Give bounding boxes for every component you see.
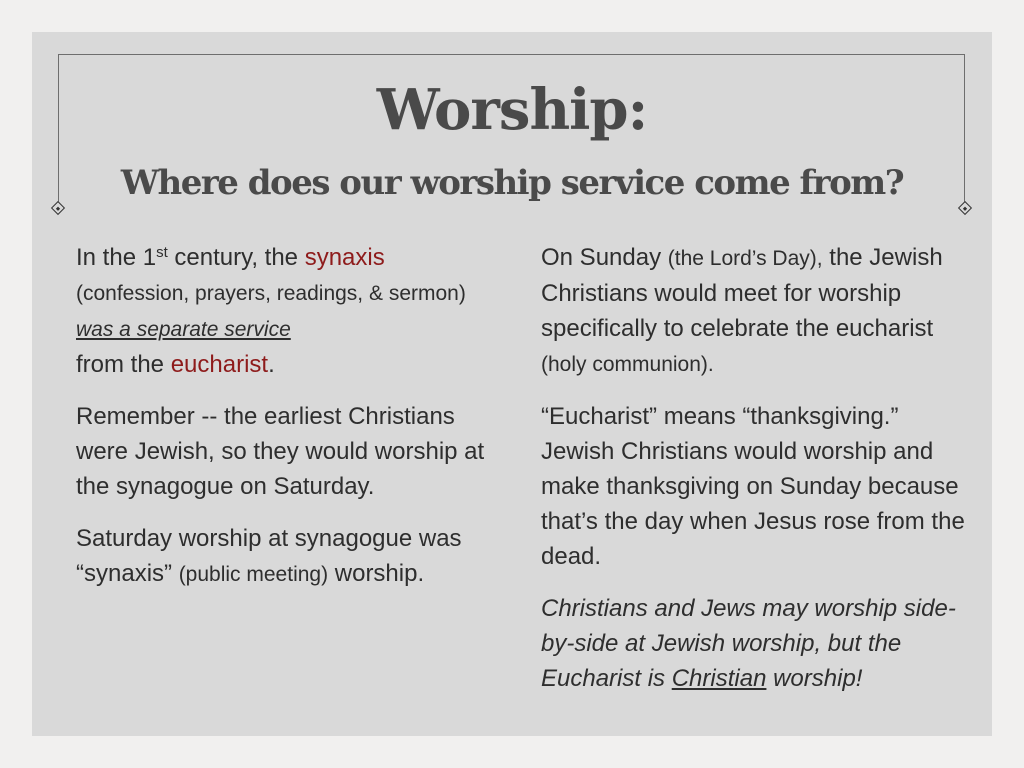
separate-service-emphasis: was a separate service: [76, 318, 291, 341]
right-paragraph-3: Christians and Jews may worship side-by-side at Jewish worship, but the Eucharist is Christian worship!: [541, 595, 956, 692]
right-paragraph-2: “Eucharist” means “thanksgiving.” Jewish Christians would worship and make thanksgiving on Sunday because that’s the day when Jesus rose from the dead.: [541, 403, 965, 570]
slide-subtitle: Where does our worship service come from?: [120, 163, 904, 203]
right-column: [541, 240, 971, 713]
left-paragraph-1: In the 1st century, the synaxis (confession, prayers, readings, & sermon) was a separate service from the eucharist.: [76, 244, 466, 378]
left-column: [76, 240, 496, 609]
slide: [32, 32, 992, 736]
right-paragraph-1: On Sunday (the Lord’s Day), the Jewish Christians would meet for worship specifically to celebrate the eucharist (holy communion).: [541, 244, 943, 376]
slide-title: Worship:: [376, 77, 648, 143]
eucharist-term: eucharist: [170, 351, 269, 378]
christian-emphasis: Christian: [671, 665, 767, 692]
synaxis-term: synaxis: [304, 244, 385, 271]
left-paragraph-3: Saturday worship at synagogue was “synaxis” (public meeting) worship.: [76, 525, 462, 587]
left-paragraph-2: Remember -- the earliest Christians were Jewish, so they would worship at the synagogue on Saturday.: [76, 403, 485, 500]
